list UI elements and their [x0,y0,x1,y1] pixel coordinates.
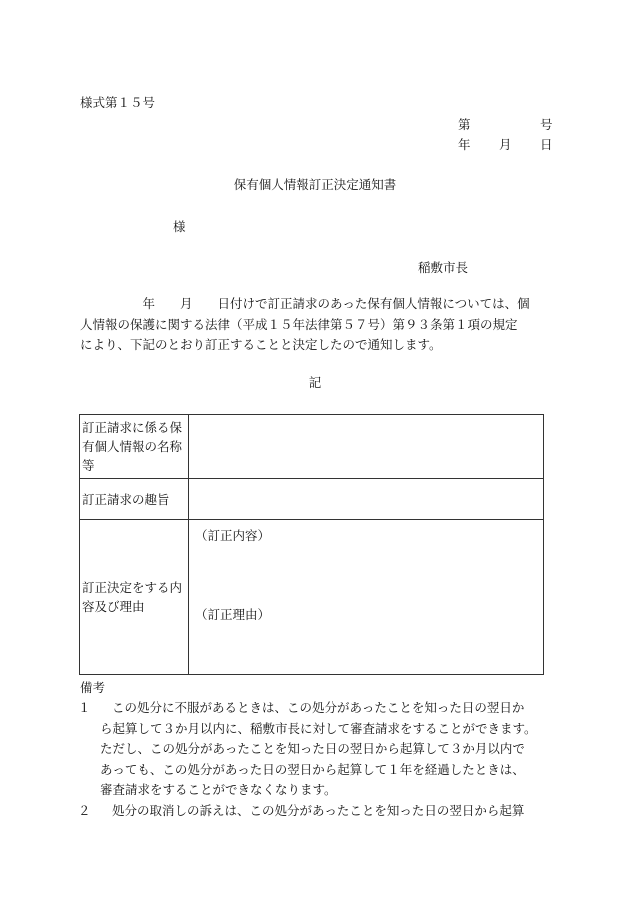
table-row [80,479,544,520]
document-number-prefix: 第 [458,117,471,132]
ki-heading: 記 [308,375,322,390]
request-purpose-value-cell[interactable] [189,479,544,520]
info-name-value-cell[interactable] [189,415,544,479]
remark-number: ２ [78,802,91,818]
remarks-list [78,698,554,821]
document-title: 保有個人情報訂正決定通知書 [233,177,397,192]
decision-label: 訂正決定をする内 容及び理由 [80,520,189,675]
notice-body [80,294,552,356]
remarks-heading: 備考 [80,680,106,695]
date-day-label: 日 [540,137,553,152]
sender-name: 稲敷市長 [418,260,469,275]
document-number-suffix: 号 [540,117,553,132]
notice-body-line: 人情報の保護に関する法律（平成１５年法律第５７号）第９３条第１項の規定 [80,316,518,332]
request-purpose-label: 訂正請求の趣旨 [80,479,189,520]
date-year-label: 年 [458,137,471,152]
addressee-suffix: 様 [173,219,186,234]
correction-detail-table [79,414,544,675]
form-number: 様式第１５号 [80,95,156,110]
remark-item: ２ 処分の取消しの訴えは、この処分があったことを知った日の翌日から起算 [78,801,554,822]
date-month-label: 月 [499,137,512,152]
table-row [80,415,544,479]
notice-body-line: 年 月 日付けで訂正請求のあった保有個人情報については、個 [80,296,530,311]
decision-value-cell[interactable] [189,520,544,675]
remark-number: １ [78,700,91,715]
remark-item: １ この処分に不服があるときは、この処分があったことを知った日の翌日か ら起算して３か月以内に、稲敷市長に対して審査請求をすることができます。 ただし、この処分があったことを知った日の翌日から起算して３か月以内で あっても、この処分があった日の翌日から起算して１年を経過したときは、 審査請求をすることができなくなります。 [78,700,537,797]
table-row [80,520,544,675]
info-name-label: 訂正請求に係る保 有個人情報の名称 等 [80,415,189,479]
notice-body-line: により、下記のとおり訂正することと決定したので通知します。 [80,337,442,352]
correction-content-label: （訂正内容） [195,528,271,543]
correction-reason-label: （訂正理由） [195,607,271,622]
